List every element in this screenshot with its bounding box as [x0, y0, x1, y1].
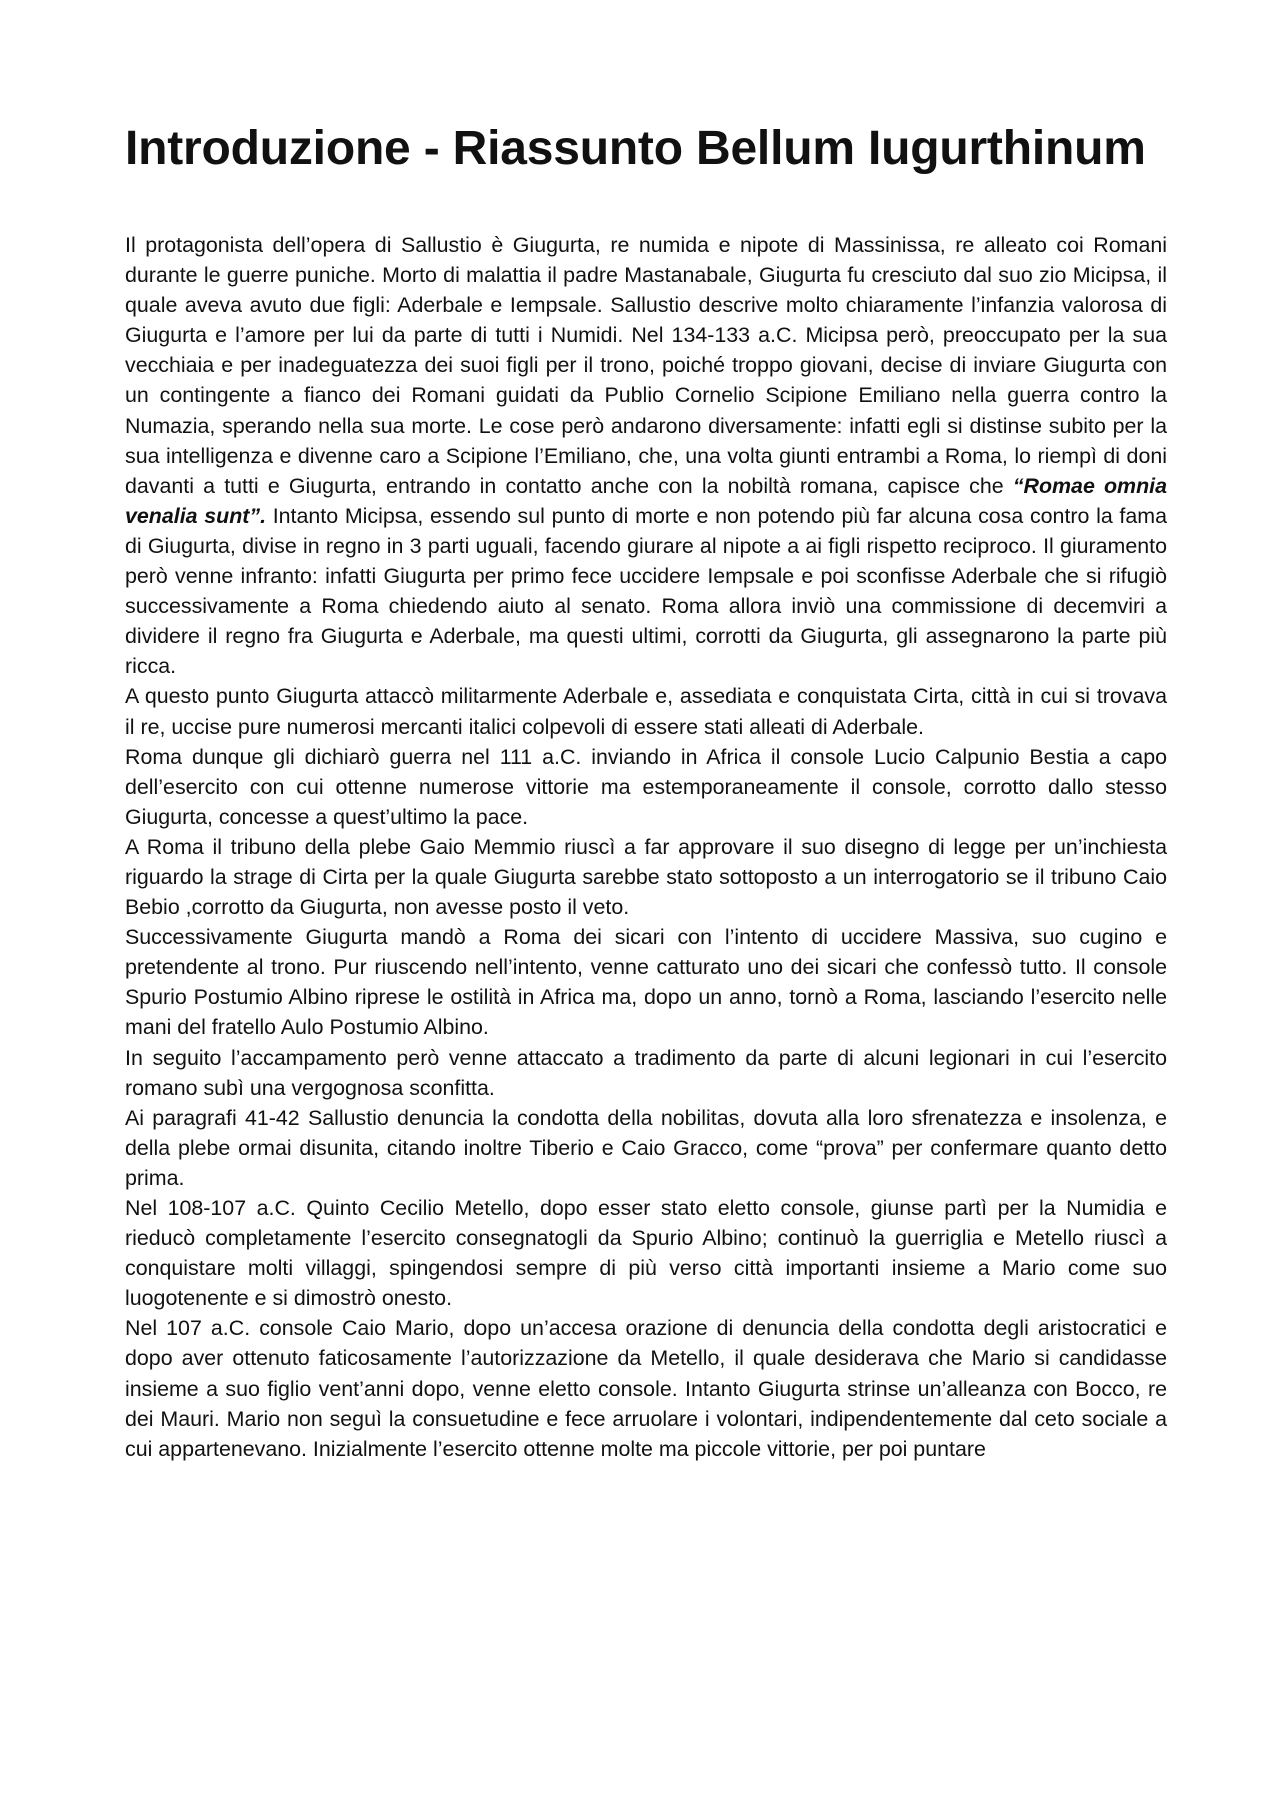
paragraph-8: Nel 108-107 a.C. Quinto Cecilio Metello, dopo esser stato eletto console, giunse partì per la Numidia e rieducò completamente l’esercito consegnatogli da Spurio Albino; continuò la guerriglia e Metello riuscì a conquistare molti villaggi, spingendosi sempre di più verso città importanti insieme a Mario come suo luogotenente e si dimostrò onesto.	[125, 1196, 1167, 1311]
latin-quote: “Romae omnia venalia sunt”.	[125, 473, 1167, 528]
paragraph-4: A Roma il tribuno della plebe Gaio Memmio riuscì a far approvare il suo disegno di legge per un’inchiesta riguardo la strage di Cirta per la quale Giugurta sarebbe stato sottoposto a un interrogatorio se il tribuno Caio Bebio ,corrotto da Giugurta, non avesse posto il veto.	[125, 834, 1167, 920]
paragraph-6: In seguito l’accampamento però venne attaccato a tradimento da parte di alcuni legionari in cui l’esercito romano subì una vergognosa sconfitta.	[125, 1045, 1167, 1100]
paragraph-1-text-end: Intanto Micipsa, essendo sul punto di morte e non potendo più far alcuna cosa contro la fama di Giugurta, divise in regno in 3 parti uguali, facendo giurare al nipote a ai figli rispetto reciproco. Il giuramento però venne infranto: infatti Giugurta per primo fece uccidere Iempsale e poi sconfisse Aderbale che si rifugiò successivamente a Roma chiedendo aiuto al senato. Roma allora inviò una commissione di decemviri a dividere il regno fra Giugurta e Aderbale, ma questi ultimi, corrotti da Giugurta, gli assegnarono la parte più ricca.	[125, 503, 1167, 679]
paragraph-7: Ai paragrafi 41-42 Sallustio denuncia la condotta della nobilitas, dovuta alla loro sfrenatezza e insolenza, e della plebe ormai disunita, citando inoltre Tiberio e Caio Gracco, come “prova” per confermare quanto detto prima.	[125, 1105, 1167, 1190]
paragraph-1	[125, 230, 1167, 681]
paragraph-3: Roma dunque gli dichiarò guerra nel 111 a.C. inviando in Africa il console Lucio Calpunio Bestia a capo dell’esercito con cui ottenne numerose vittorie ma estemporaneamente il console, corrotto dallo stesso Giugurta, concesse a quest’ultimo la pace.	[125, 744, 1167, 829]
paragraph-2: A questo punto Giugurta attaccò militarmente Aderbale e, assediata e conquistata Cirta, città in cui si trovava il re, uccise pure numerosi mercanti italici colpevoli di essere stati alleati di Aderbale.	[125, 684, 1167, 739]
paragraph-9: Nel 107 a.C. console Caio Mario, dopo un’accesa orazione di denuncia della condotta degli aristocratici e dopo aver ottenuto faticosamente l’autorizzazione da Metello, il quale desiderava che Mario si candidasse insieme a suo figlio vent’anni dopo, venne eletto console. Intanto Giugurta strinse un’alleanza con Bocco, re dei Mauri. Mario non seguì la consuetudine e fece arruolare i volontari, indipendentemente dal ceto sociale a cui appartenevano. Inizialmente l’esercito ottenne molte ma piccole vittorie, per poi puntare	[125, 1316, 1167, 1461]
document-title: Introduzione - Riassunto Bellum Iugurthinum	[125, 122, 1146, 175]
document-page	[125, 118, 1167, 1464]
paragraph-5: Successivamente Giugurta mandò a Roma dei sicari con l’intento di uccidere Massiva, suo cugino e pretendente al trono. Pur riuscendo nell’intento, venne catturato uno dei sicari che confessò tutto. Il console Spurio Postumio Albino riprese le ostilità in Africa ma, dopo un anno, tornò a Roma, lasciando l’esercito nelle mani del fratello Aulo Postumio Albino.	[125, 925, 1167, 1040]
paragraph-1-text-start: Il protagonista dell’opera di Sallustio è Giugurta, re numida e nipote di Massinissa, re alleato coi Romani durante le guerre puniche. Morto di malattia il padre Mastanabale, Giugurta fu cresciuto dal suo zio Micipsa, il quale aveva avuto due figli: Aderbale e Iempsale. Sallustio descrive molto chiaramente l’infanzia valorosa di Giugurta e l’amore per lui da parte di tutti i Numidi. Nel 134-133 a.C. Micipsa però, preoccupato per la sua vecchiaia e per inadeguatezza dei suoi figli per il trono, poiché troppo giovani, decise di inviare Giugurta con un contingente a fianco dei Romani guidati da Publio Cornelio Scipione Emiliano nella guerra contro la Numazia, sperando nella sua morte. Le cose però andarono diversamente: infatti egli si distinse subito per la sua intelligenza e divenne caro a Scipione l’Emiliano, che, una volta giunti entrambi a Roma, lo riempì di doni davanti a tutti e Giugurta, entrando in contatto anche con la nobiltà romana, capisce che	[125, 233, 1167, 498]
